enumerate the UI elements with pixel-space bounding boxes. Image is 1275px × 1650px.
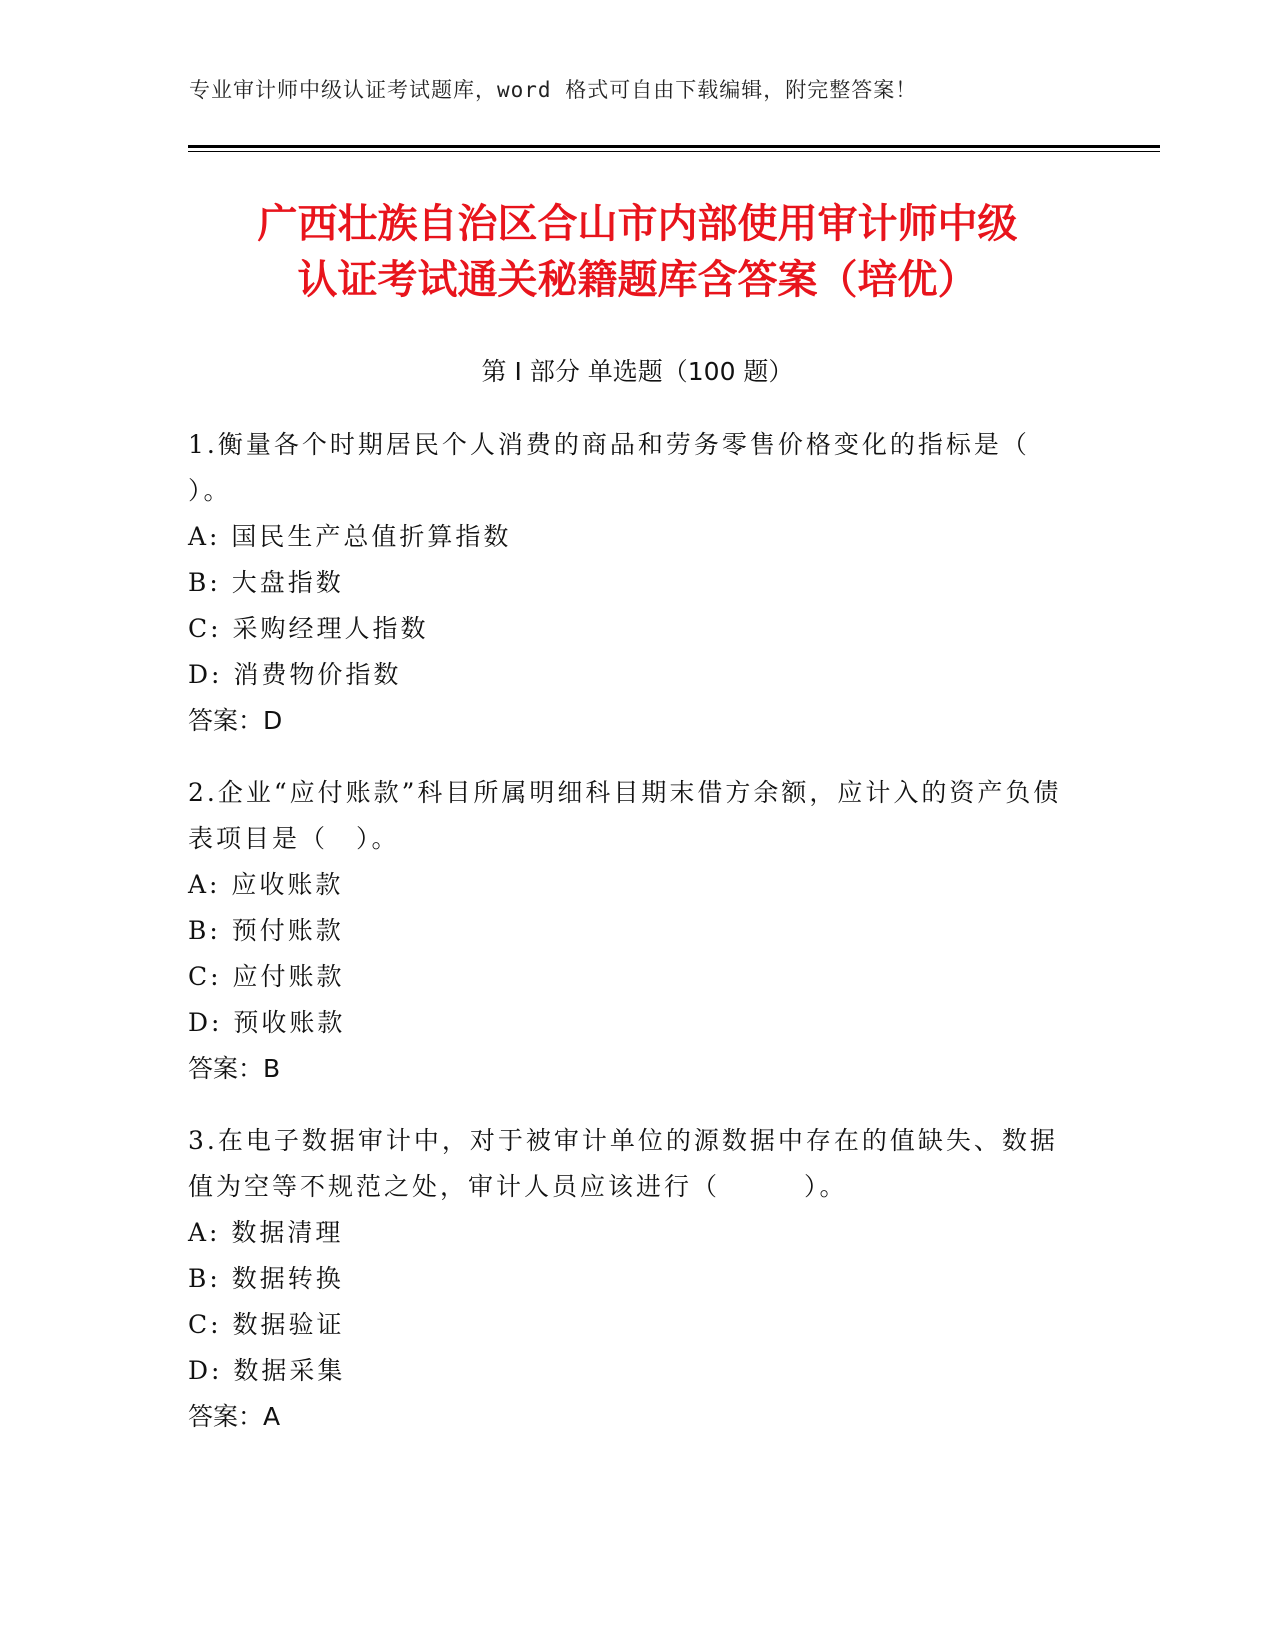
answer: 答案：A <box>188 1402 281 1431</box>
option-c: C: 数据验证 <box>188 1310 345 1339</box>
section-title: 第 I 部分 单选题（100 题） <box>481 357 794 386</box>
option-d: D: 数据采集 <box>188 1356 346 1385</box>
answer: 答案：D <box>188 706 283 735</box>
option-b: B: 数据转换 <box>188 1264 344 1293</box>
document-title <box>150 196 1125 308</box>
option-c: C: 采购经理人指数 <box>188 614 429 643</box>
option-b: B: 大盘指数 <box>188 568 344 597</box>
header-rule-thick <box>188 145 1160 148</box>
option-a: A: 数据清理 <box>188 1218 344 1247</box>
option-d: D: 消费物价指数 <box>188 660 402 689</box>
option-a: A: 国民生产总值折算指数 <box>188 522 512 551</box>
option-a: A: 应收账款 <box>188 870 344 899</box>
option-d: D: 预收账款 <box>188 1008 346 1037</box>
header-rule-thin <box>188 151 1160 152</box>
question-1 <box>188 422 1068 744</box>
question-stem: 2.企业“应付账款”科目所属明细科目期末借方余额，应计入的资产负债表项目是（ ）。 <box>188 778 1062 853</box>
question-2 <box>188 770 1068 1092</box>
document-title-line-2: 认证考试通关秘籍题库含答案（培优） <box>297 257 978 303</box>
header-note: 专业审计师中级认证考试题库，word 格式可自由下载编辑，附完整答案！ <box>189 78 918 102</box>
option-b: B: 预付账款 <box>188 916 344 945</box>
answer: 答案：B <box>188 1054 281 1083</box>
document-title-line-1: 广西壮族自治区合山市内部使用审计师中级 <box>257 201 1018 247</box>
question-stem: 3.在电子数据审计中，对于被审计单位的源数据中存在的值缺失、数据值为空等不规范之处，审计人员应该进行（ ）。 <box>188 1126 1058 1201</box>
question-3 <box>188 1118 1068 1440</box>
option-c: C: 应付账款 <box>188 962 345 991</box>
question-stem: 1.衡量各个时期居民个人消费的商品和劳务零售价格变化的指标是（ ）。 <box>188 430 1030 505</box>
